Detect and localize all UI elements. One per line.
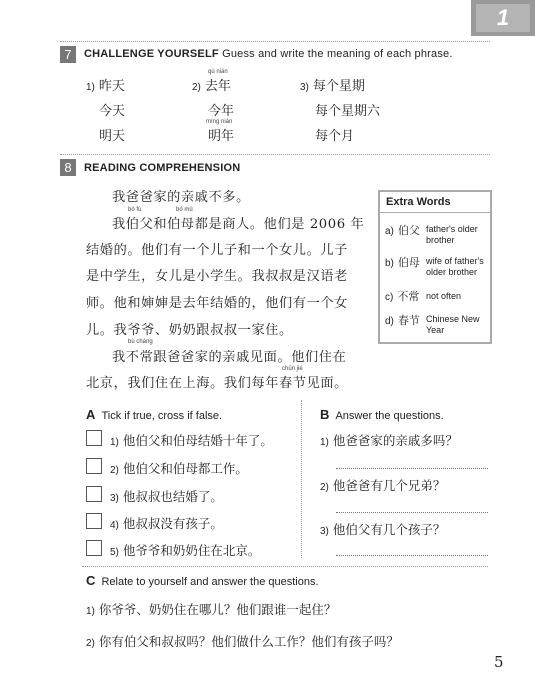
divider [60,154,490,155]
vocab-col-1-row-3: 明天 [99,129,126,144]
section-7-number: 7 [60,46,76,63]
part-a-heading: A Tick if true, cross if false. [86,407,223,422]
pinyin-ming-nian: míng nián [206,119,233,125]
unit-tab [471,0,535,36]
passage-line-8: 北京，我们住在上海。我们每年春节见面。 [86,376,348,391]
section-7-heading [84,48,453,60]
vocab-col-2-row-3: 明年 [208,129,235,144]
vocab-col-1-row-2: 今天 [99,104,126,119]
passage-line-6: 儿。我爷爷、奶奶跟叔叔一家住。 [86,323,293,338]
extra-word-d: d) 春节 [385,314,420,327]
pinyin-bo-fu: bó fù [128,207,142,213]
divider [82,566,488,567]
column-divider [301,400,302,558]
part-a-item-1: 1) 他伯父和伯母结婚十年了。 [110,433,273,448]
extra-word-c-definition: not often [426,291,462,301]
extra-word-d-definition: Chinese New Year [426,314,480,335]
passage-line-3: 结婚的。他们有一个儿子和一个女儿。儿子 [86,243,348,258]
part-a-item-4: 4) 他叔叔没有孩子。 [110,516,223,531]
part-c-item-2: 2) 你有伯父和叔叔吗？他们做什么工作？他们有孩子吗？ [86,634,399,649]
vocab-col-2-row-1: 2) 去年 [192,79,231,94]
extra-word-a: a) 伯父 [385,224,420,237]
pinyin-qu-nian: qù nián [208,69,228,75]
pinyin-bo-mu: bó mǔ [176,207,193,213]
part-a-item-5: 5) 他爷爷和奶奶住在北京。 [110,543,261,558]
answer-line-b3[interactable] [336,555,488,556]
answer-checkbox-a5[interactable] [86,540,102,556]
vocab-col-3-row-2: 每个星期六 [315,104,381,119]
answer-checkbox-a2[interactable] [86,458,102,474]
part-b-item-1: 1) 他爸爸家的亲戚多吗？ [320,433,458,448]
section-8-title: READING COMPREHENSION [84,162,241,174]
extra-word-b: b) 伯母 [385,256,420,269]
part-b-item-2: 2) 他爸爸有几个兄弟？ [320,478,446,493]
pinyin-chun-jie: chūn jié [282,366,303,372]
pinyin-bu-chang: bù cháng [128,339,153,345]
unit-number: 1 [496,5,510,30]
part-a-item-3: 3) 他叔叔也结婚了。 [110,489,223,504]
passage-line-2: 我伯父和伯母都是商人。他们是 2006 年 [112,217,365,232]
answer-checkbox-a3[interactable] [86,486,102,502]
part-a-item-2: 2) 他伯父和伯母都工作。 [110,461,248,476]
extra-words-box [378,190,492,344]
extra-words-title: Extra Words [386,196,451,208]
page-number: 5 [494,653,504,671]
passage-line-7: 我不常跟爸爸家的亲戚见面。他们住在 [112,350,347,365]
answer-checkbox-a4[interactable] [86,513,102,529]
section-7-title: CHALLENGE YOURSELF [84,48,219,60]
vocab-col-2-row-2: 今年 [208,104,235,119]
answer-line-b1[interactable] [336,468,488,469]
vocab-col-3-row-1: 3) 每个星期 [300,79,365,94]
vocab-col-3-row-3: 每个月 [315,129,355,144]
part-c-heading: C Relate to yourself and answer the questions. [86,573,319,588]
vocab-col-1-row-1: 1) 昨天 [86,79,125,94]
section-8-number: 8 [60,159,76,176]
extra-word-b-definition: wife of father's older brother [426,256,484,277]
part-c-item-1: 1) 你爷爷、奶奶住在哪儿？他们跟谁一起住？ [86,602,337,617]
passage-line-4: 是中学生，女儿是小学生。我叔叔是汉语老 [86,269,348,284]
section-7-instruction: Guess and write the meaning of each phrase. [222,48,453,60]
answer-line-b2[interactable] [336,512,488,513]
passage-line-1: 我爸爸家的亲戚不多。 [112,190,250,205]
part-b-item-3: 3) 他伯父有几个孩子？ [320,522,446,537]
extra-word-a-definition: father's older brother [426,224,478,245]
divider [60,41,490,42]
part-b-heading: B Answer the questions. [320,407,444,422]
extra-word-c: c) 不常 [385,290,420,303]
passage-line-5: 师。他和婶婶是去年结婚的，他们有一个女 [86,296,348,311]
answer-checkbox-a1[interactable] [86,430,102,446]
